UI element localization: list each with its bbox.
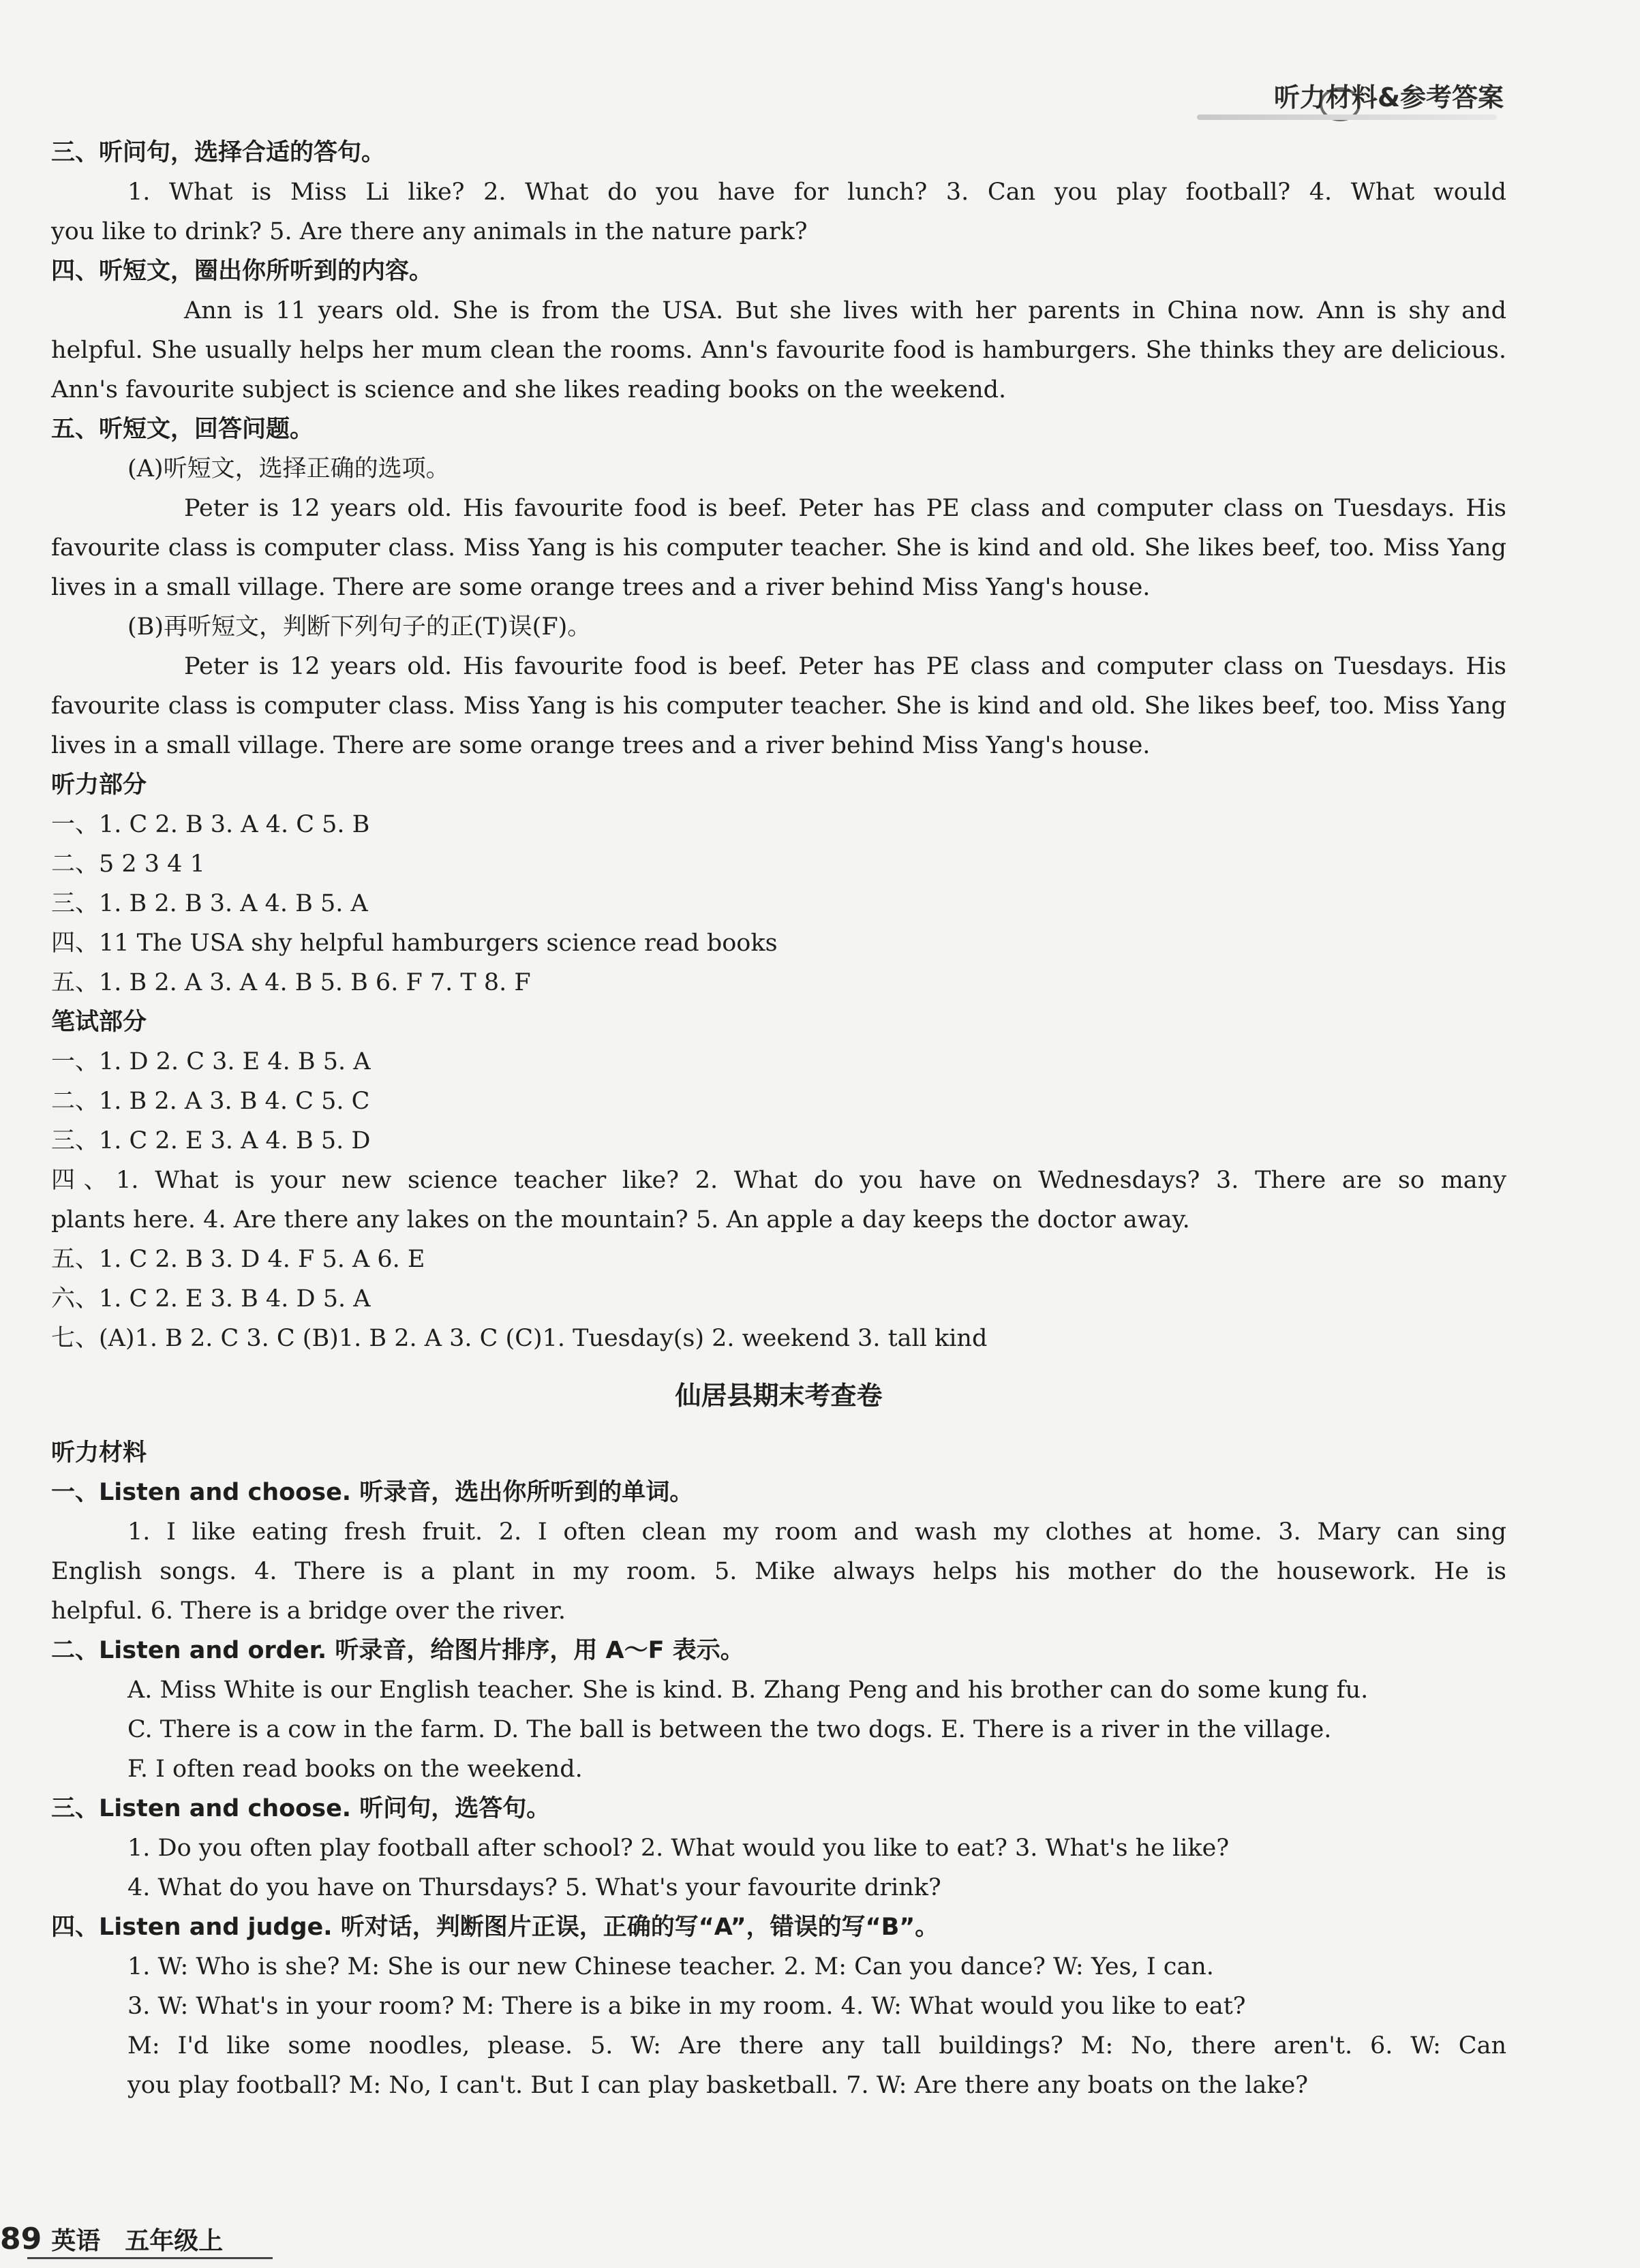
answers-heading: 听力部分 xyxy=(51,771,147,799)
page-number: 89 xyxy=(0,2221,42,2256)
question-title: 三、Listen and choose. 听问句，选答句。 xyxy=(51,1795,551,1822)
passage: Ann is 11 years old. She is from the USA. But she lives with her parents in China now. Ann is shy and helpful. She usually helps her mum clean the rooms. Ann's favourite food is hamburgers. She thinks they are delicious. Ann's favourite subject is science and she likes reading books on the weekend. xyxy=(51,297,1506,403)
answer-row: 一、1. D 2. C 3. E 4. B 5. A xyxy=(51,1048,371,1075)
text-line: 1. I like eating fresh fruit. 2. I often clean my room and wash my clothes at home. 3. Mary can sing xyxy=(127,1518,1506,1546)
text-line: A. Miss White is our English teacher. She is kind. B. Zhang Peng and his brother can do some kung fu. xyxy=(127,1676,1369,1704)
answer-row: 一、1. C 2. B 3. A 4. C 5. B xyxy=(51,811,370,838)
exam-title: 仙居县期末考查卷 xyxy=(675,1381,883,1411)
header-tag: 听力材料&参考答案 xyxy=(1273,82,1504,112)
answer-row: plants here. 4. Are there any lakes on the mountain? 5. An apple a day keeps the doctor away. xyxy=(51,1206,1190,1233)
sub-label: (A)听短文，选择正确的选项。 xyxy=(127,455,450,482)
text-line: English songs. 4. There is a plant in my room. 5. Mike always helps his mother do the housework. He is xyxy=(51,1558,1506,1585)
footer-grade: 五年级上 xyxy=(125,2226,224,2255)
material-heading: 听力材料 xyxy=(51,1439,147,1467)
text-line: 1. W: Who is she? M: She is our new Chinese teacher. 2. M: Can you dance? W: Yes, I can. xyxy=(127,1953,1214,1980)
text-line: helpful. 6. There is a bridge over the river. xyxy=(51,1597,566,1625)
text-line: you like to drink? 5. Are there any animals in the nature park? xyxy=(51,218,808,245)
answer-row: 四、1. What is your new science teacher like? 2. What do you have on Wednesdays? 3. There are so many xyxy=(51,1167,1506,1194)
answer-row: 三、1. B 2. B 3. A 4. B 5. A xyxy=(51,890,368,917)
answers-heading: 笔试部分 xyxy=(51,1009,147,1036)
page-content xyxy=(51,133,1506,2105)
question-title: 二、Listen and order. 听录音，给图片排序，用 A～F 表示。 xyxy=(51,1637,744,1664)
answer-row: 三、1. C 2. E 3. A 4. B 5. D xyxy=(51,1127,371,1154)
text-line: 4. What do you have on Thursdays? 5. What's your favourite drink? xyxy=(127,1874,941,1901)
page-footer xyxy=(0,2218,247,2259)
section-title: 五、听短文，回答问题。 xyxy=(51,416,314,443)
text-line: F. I often read books on the weekend. xyxy=(127,1756,583,1783)
text-line: 1. Do you often play football after school? 2. What would you like to eat? 3. What's he like? xyxy=(127,1835,1230,1862)
text-line: M: I'd like some noodles, please. 5. W: Are there any tall buildings? M: No, there aren't. 6. W: Can xyxy=(127,2032,1506,2059)
text-line: 3. W: What's in your room? M: There is a bike in my room. 4. W: What would you like to eat? xyxy=(127,1993,1246,2020)
header-underline xyxy=(1197,114,1497,120)
answer-row: 五、1. B 2. A 3. A 4. B 5. B 6. F 7. T 8. F xyxy=(51,969,531,996)
passage: Peter is 12 years old. His favourite food is beef. Peter has PE class and computer class on Tuesdays. His favourite class is computer class. Miss Yang is his computer teacher. She is kind and old. She likes beef, too. Miss Yang lives in a small village. There are some orange trees and a river behind Miss Yang's house. xyxy=(51,495,1506,601)
sub-label: (B)再听短文，判断下列句子的正(T)误(F)。 xyxy=(127,613,592,641)
footer-underline xyxy=(27,2257,273,2259)
answer-row: 二、5 2 3 4 1 xyxy=(51,850,205,878)
text-line: C. There is a cow in the farm. D. The ball is between the two dogs. E. There is a river in the village. xyxy=(127,1716,1332,1743)
answer-row: 四、11 The USA shy helpful hamburgers science read books xyxy=(51,930,778,957)
text-line: you play football? M: No, I can't. But I can play basketball. 7. W: Are there any boats on the lake? xyxy=(127,2072,1309,2099)
footer-subject: 英语 xyxy=(51,2226,101,2255)
text-line: 1. What is Miss Li like? 2. What do you have for lunch? 3. Can you play football? 4. What would xyxy=(127,179,1506,206)
answer-row: 六、1. C 2. E 3. B 4. D 5. A xyxy=(51,1285,371,1313)
question-title: 一、Listen and choose. 听录音，选出你所听到的单词。 xyxy=(51,1479,694,1506)
section-title: 四、听短文，圈出你所听到的内容。 xyxy=(51,258,434,285)
question-title: 四、Listen and judge. 听对话，判断图片正误，正确的写“A”，错误的写“B”。 xyxy=(51,1914,939,1941)
answer-row: 五、1. C 2. B 3. D 4. F 5. A 6. E xyxy=(51,1246,425,1273)
answer-row: 二、1. B 2. A 3. B 4. C 5. C xyxy=(51,1088,370,1115)
answer-row: 七、(A)1. B 2. C 3. C (B)1. B 2. A 3. C (C)1. Tuesday(s) 2. weekend 3. tall kind xyxy=(51,1325,988,1352)
passage: Peter is 12 years old. His favourite food is beef. Peter has PE class and computer class on Tuesdays. His favourite class is computer class. Miss Yang is his computer teacher. She is kind and old. She likes beef, too. Miss Yang lives in a small village. There are some orange trees and a river behind Miss Yang's house. xyxy=(51,653,1506,759)
section-title: 三、听问句，选择合适的答句。 xyxy=(51,139,386,166)
